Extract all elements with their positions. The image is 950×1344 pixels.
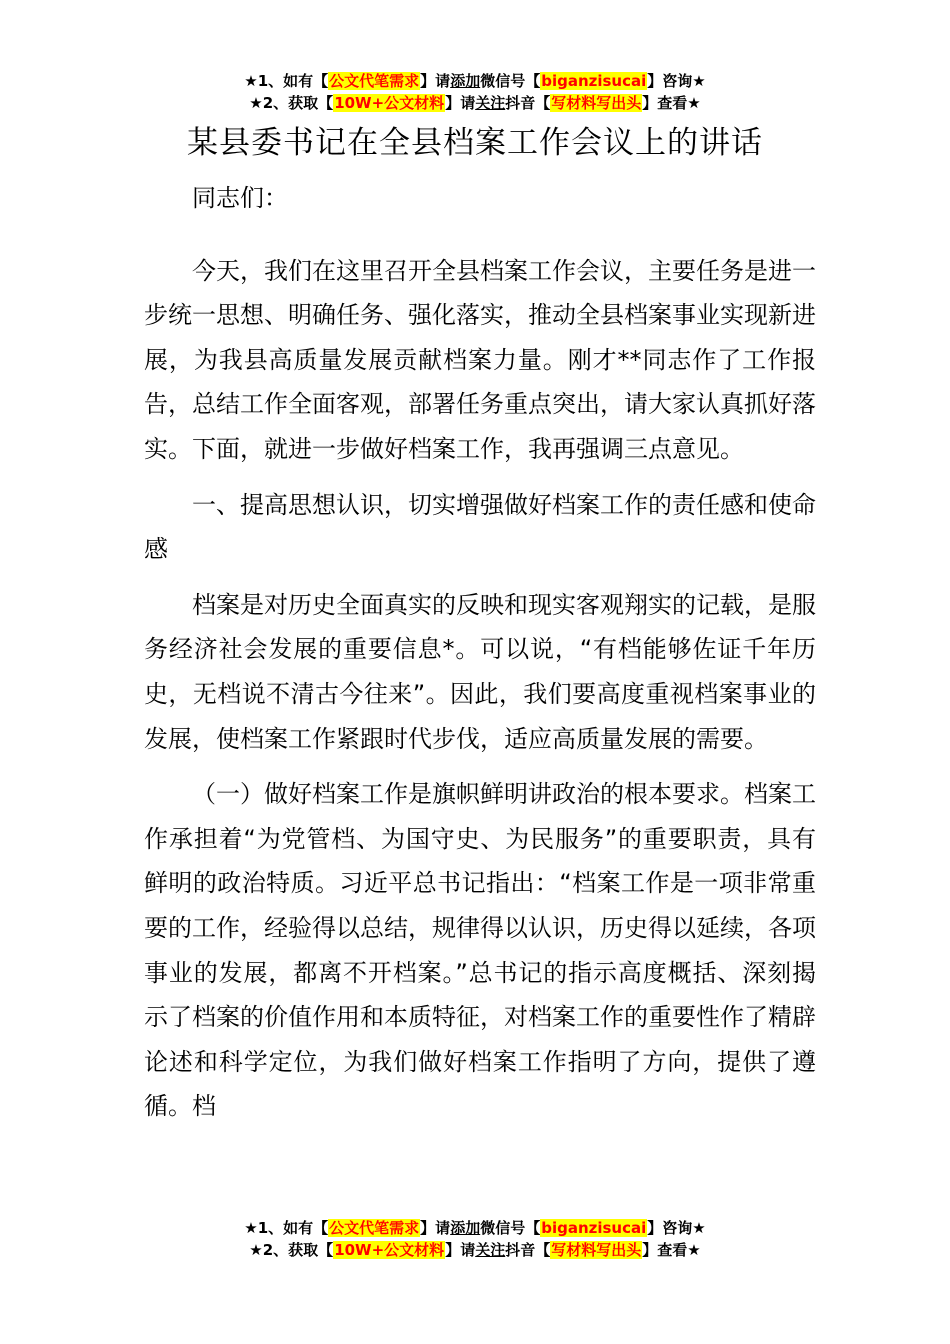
banner-emphasis: 添加 [450, 72, 481, 90]
banner-text: ★1、如有【 [244, 1219, 329, 1237]
banner-emphasis: 添加 [450, 1219, 481, 1237]
banner-highlight: 写材料写出头 [551, 94, 642, 112]
banner-emphasis: 关注 [475, 1241, 506, 1259]
banner-text: 】查看★ [642, 1241, 701, 1259]
paragraph: （一）做好档案工作是旗帜鲜明讲政治的根本要求。档案工作承担着“为党管档、为国守史、为民服务”的重要职责，具有鲜明的政治特质。习近平总书记指出：“档案工作是一项非常重要的工作，经验得以总结，规律得以认识，历史得以延续，各项事业的发展，都离不开档案。”总书记的指示高度概括、深刻揭示了档案的价值作用和本质特征，对档案工作的重要性作了精辟论述和科学定位，为我们做好档案工作指明了方向，提供了遵循。档 [144, 780, 816, 1121]
banner-text: 】咨询★ [647, 1219, 706, 1237]
document-title: 某县委书记在全县档案工作会议上的讲话 [187, 125, 763, 161]
banner-line-2 [0, 92, 950, 114]
document-body [144, 176, 816, 1140]
paragraph: 今天，我们在这里召开全县档案工作会议，主要任务是进一步统一思想、明确任务、强化落实，推动全县档案事业实现新进展，为我县高质量发展贡献档案力量。刚才**同志作了工作报告，总结工作全面客观，部署任务重点突出，请大家认真抓好落实。下面，就进一步做好档案工作，我再强调三点意见。 [144, 256, 816, 463]
banner-highlight: biganzisucai [541, 1219, 647, 1237]
banner-highlight: 公文代笔需求 [329, 72, 420, 90]
banner-text: ★1、如有【 [244, 72, 329, 90]
banner-highlight: 10W+公文材料 [334, 94, 445, 112]
banner-text: 】查看★ [642, 94, 701, 112]
banner-text: 】请 [420, 1219, 451, 1237]
banner-text: 】咨询★ [647, 72, 706, 90]
footer-banner [0, 1217, 950, 1261]
banner-text: 微信号【 [480, 1219, 541, 1237]
banner-text: 微信号【 [480, 72, 541, 90]
banner-highlight: 写材料写出头 [551, 1241, 642, 1259]
banner-line-1 [0, 70, 950, 92]
greeting: 同志们： [192, 184, 288, 212]
banner-line-1 [0, 1217, 950, 1239]
banner-text: ★2、获取【 [249, 94, 334, 112]
section-heading: 一、提高思想认识，切实增强做好档案工作的责任感和使命感 [144, 490, 816, 564]
banner-text: 】请 [445, 94, 476, 112]
banner-text: 】请 [420, 72, 451, 90]
header-banner [0, 70, 950, 114]
paragraph: 档案是对历史全面真实的反映和现实客观翔实的记载，是服务经济社会发展的重要信息*。可以说，“有档能够佐证千年历史，无档说不清古今往来”。因此，我们要高度重视档案事业的发展，使档案工作紧跟时代步伐，适应高质量发展的需要。 [144, 590, 816, 753]
banner-line-2 [0, 1239, 950, 1261]
banner-text: 抖音【 [505, 94, 551, 112]
banner-text: ★2、获取【 [249, 1241, 334, 1259]
banner-highlight: 10W+公文材料 [334, 1241, 445, 1259]
banner-highlight: biganzisucai [541, 72, 647, 90]
banner-text: 】请 [445, 1241, 476, 1259]
banner-text: 抖音【 [505, 1241, 551, 1259]
banner-highlight: 公文代笔需求 [329, 1219, 420, 1237]
banner-emphasis: 关注 [475, 94, 506, 112]
